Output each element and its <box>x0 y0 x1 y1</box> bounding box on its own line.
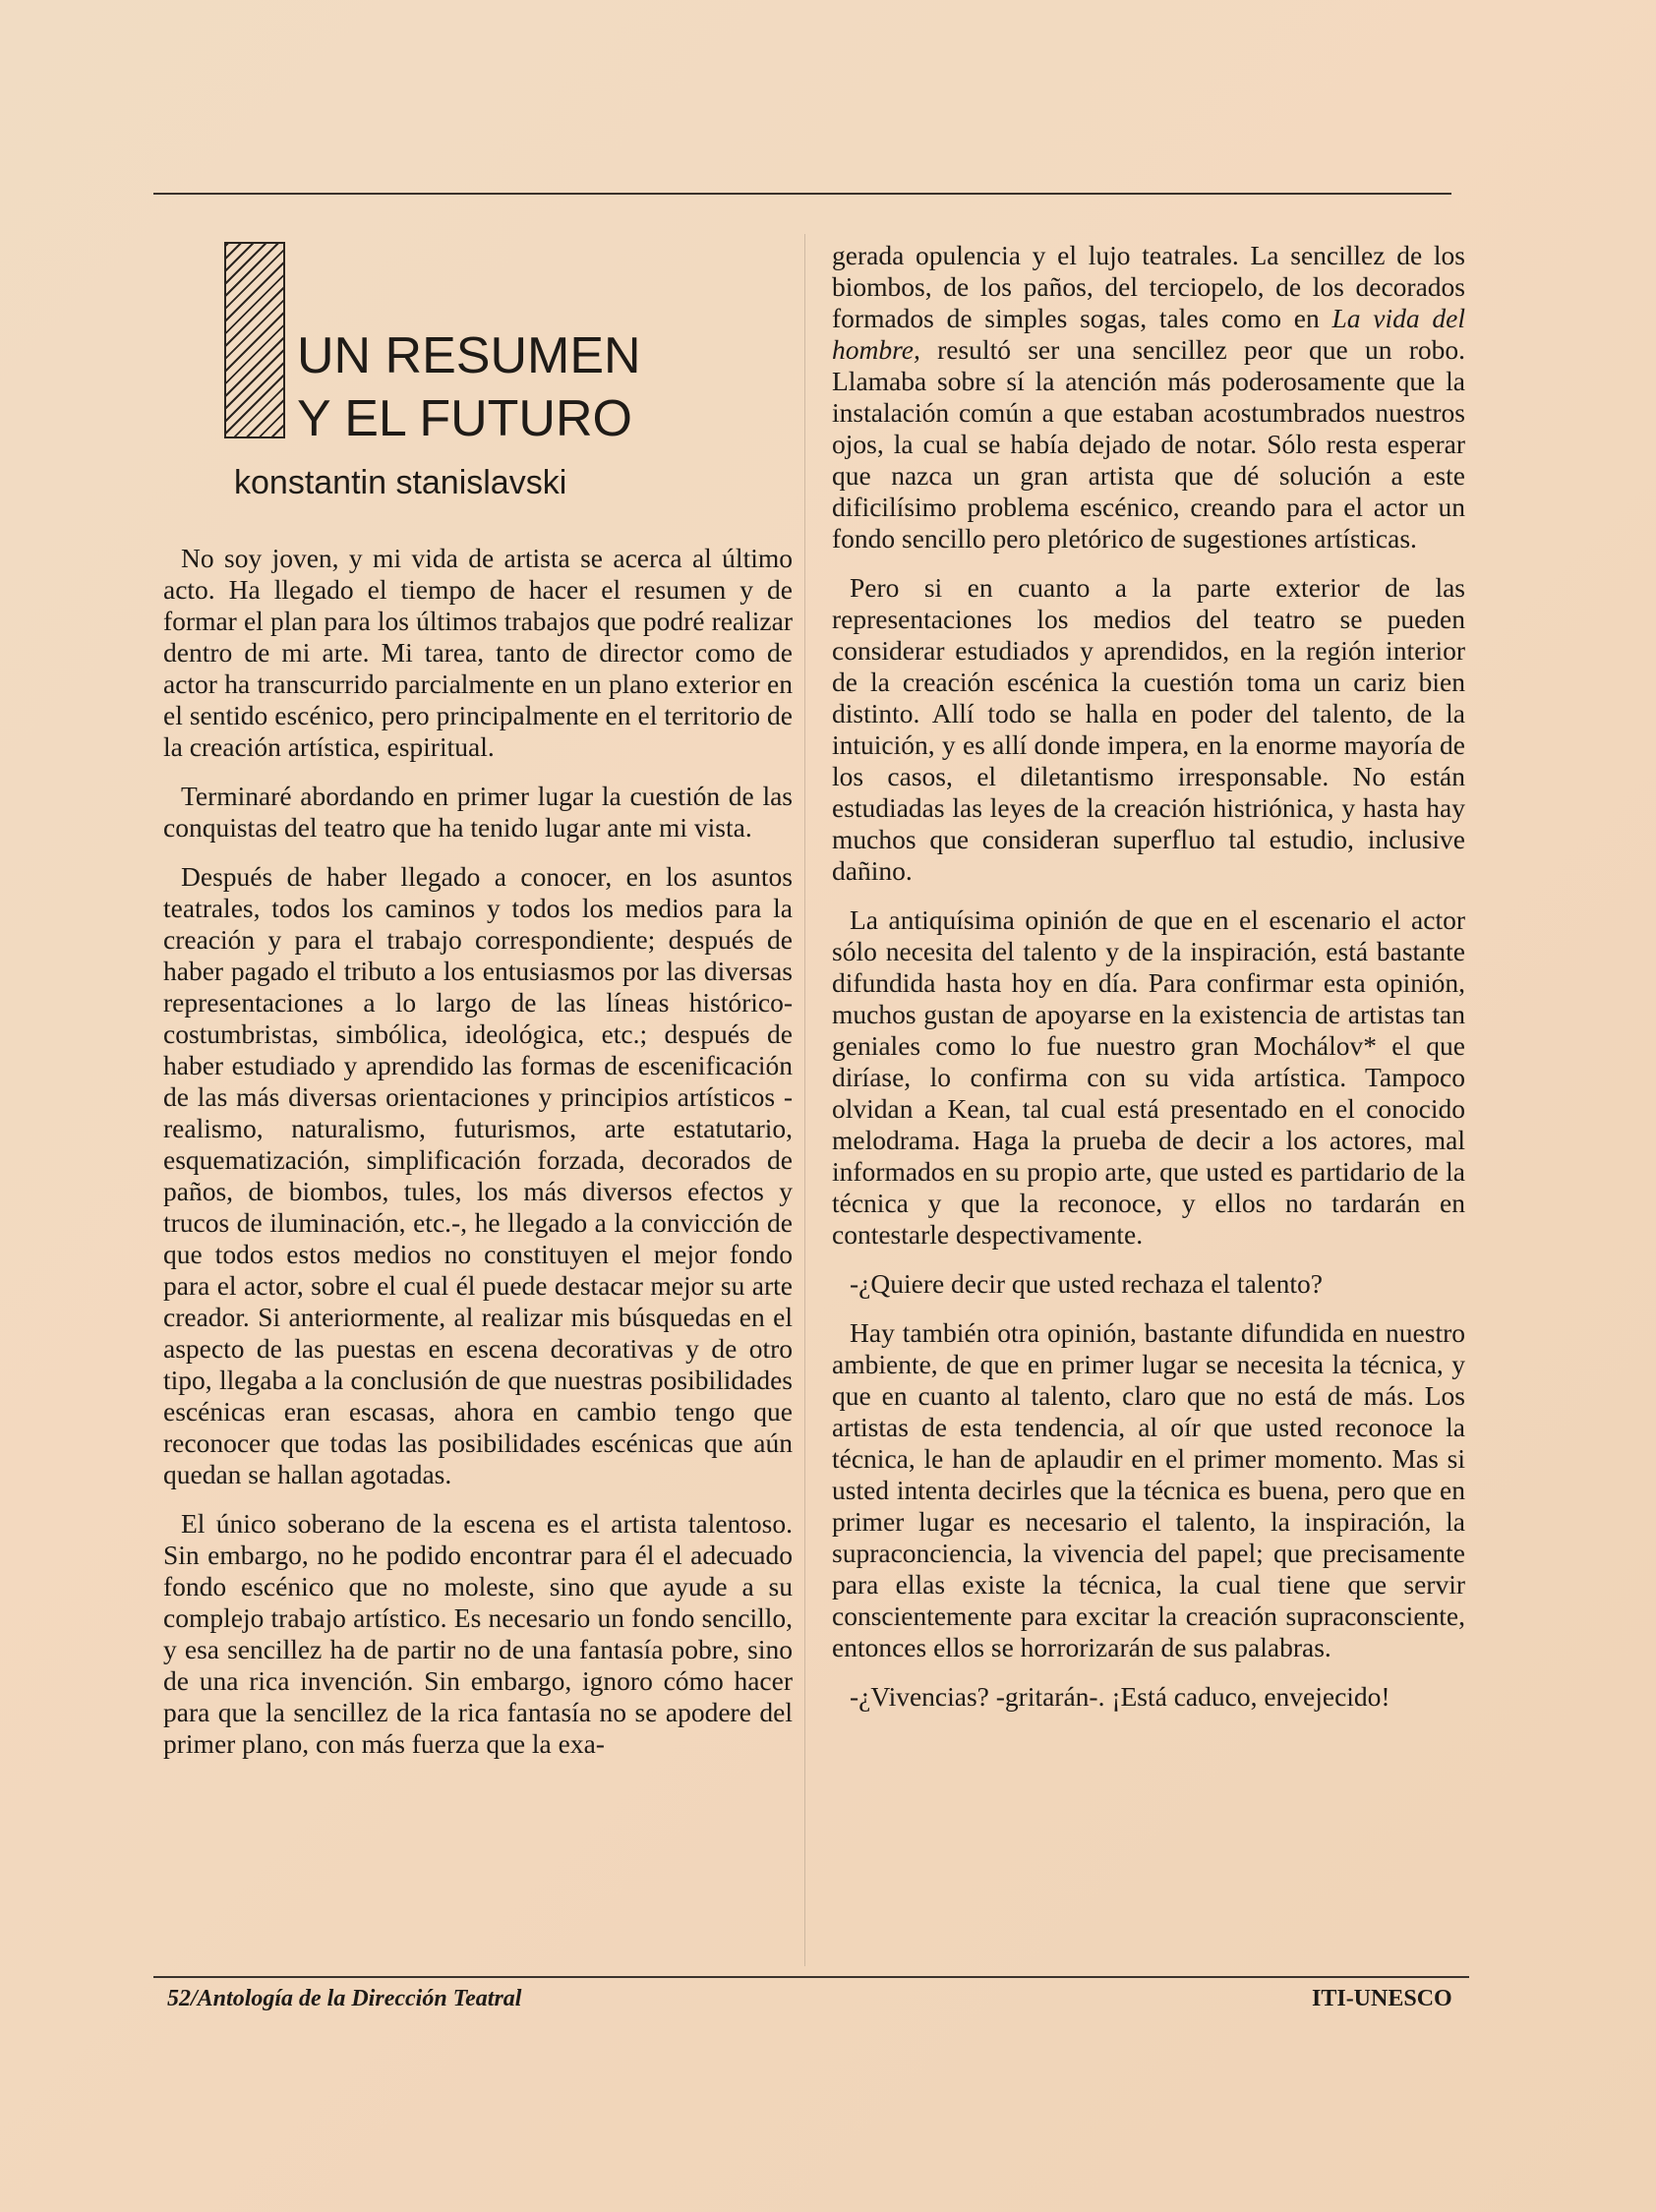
paragraph: El único soberano de la escena es el artista talentoso. Sin embargo, no he podido encontrar para él el adecuado fondo escénico que no moleste, sino que ayude a su complejo trabajo artístico. Es necesario un fondo sencillo, y esa sencillez ha de partir no de una fantasía pobre, sino de una rica invención. Sin embargo, ignoro cómo hacer para que la sencillez de la rica fantasía no se apodere del primer plano, con más fuerza que la exa- <box>163 1508 793 1759</box>
paragraph: Pero si en cuanto a la parte exterior de las representaciones los medios del teatro se pueden considerar estudiados y aprendidos, en la región interior de la creación escénica la cuestión toma un cariz bien distinto. Allí todo se halla en poder del talento, de la intuición, y es allí donde impera, en la enorme mayoría de los casos, el diletantismo irresponsable. No están estudiadas las leyes de la creación histriónica, y hasta hay muchos que consideran superfluo tal estudio, inclusive dañino. <box>832 572 1465 886</box>
left-column <box>163 543 793 1777</box>
paragraph-text: gerada opulencia y el lujo teatrales. La sencillez de los biombos, de los paños, del terciopelo, de los decorados formados de simples sogas, tales como en <box>832 240 1465 333</box>
footer-page-number-title: 52/Antología de la Dirección Teatral <box>167 1986 522 2011</box>
paragraph: La antiquísima opinión de que en el escenario el actor sólo necesita del talento y de la inspiración, está bastante difundida hasta hoy en día. Para confirmar esta opinión, muchos gustan de apoyarse en la existencia de artistas tan geniales como lo fue nuestro gran Mochálov* el que diríase, lo confirma con su vida artística. Tampoco olvidan a Kean, tal cual está presentado en el conocido melodrama. Haga la prueba de decir a los actores, mal informados en su propio arte, que usted es partidario de la técnica y que la reconoce, y ellos no tardarán en contestarle despectivamente. <box>832 904 1465 1250</box>
top-rule <box>153 193 1451 195</box>
hatched-block-ornament <box>224 242 285 438</box>
paragraph: Hay también otra opinión, bastante difundida en nuestro ambiente, de que en primer lugar se necesita la técnica, y que en cuanto al talento, claro que no está de más. Los artistas de esta tendencia, al oír que usted reconoce la técnica, le han de aplaudir en el primer momento. Mas si usted intenta decirles que la técnica es buena, pero que en primer lugar es necesario el talento, la inspiración, la supraconciencia, la vivencia del papel; que precisamente para ellas existe la técnica, la cual tiene que servir conscientemente para excitar la creación supraconsciente, entonces ellos se horrorizarán de sus palabras. <box>832 1317 1465 1662</box>
paragraph: -¿Quiere decir que usted rechaza el talento? <box>850 1268 1323 1299</box>
paragraph: Terminaré abordando en primer lugar la cuestión de las conquistas del teatro que ha tenido lugar ante mi vista. <box>163 781 793 843</box>
article-title-line-2: Y EL FUTURO <box>297 390 632 447</box>
article-heading <box>224 242 641 507</box>
bottom-rule <box>153 1976 1469 1978</box>
paragraph: -¿Vivencias? -gritarán-. ¡Está caduco, envejecido! <box>850 1681 1390 1712</box>
paragraph-text: resultó ser una sencillez peor que un robo. Llamaba sobre sí la atención más poderosamente que la instalación común a que estaban acostumbrados nuestros ojos, la cual se había dejado de notar. Sólo resta esperar que nazca un gran artista que dé solución a este dificilísimo problema escénico, creando para el actor un fondo sencillo pero pletórico de sugestiones artísticas. <box>832 334 1465 553</box>
footer-publisher: ITI-UNESCO <box>1312 1986 1452 2011</box>
article-title-line-1: UN RESUMEN <box>297 327 641 384</box>
right-column <box>832 240 1465 1730</box>
article-author: konstantin stanislavski <box>234 464 567 501</box>
paragraph: Después de haber llegado a conocer, en los asuntos teatrales, todos los caminos y todos los medios para la creación y para el trabajo correspondiente; después de haber pagado el tributo a los entusiasmos por las diversas representaciones a lo largo de las líneas histórico-costumbristas, simbólica, ideológica, etc.; después de haber estudiado y aprendido las formas de escenificación de las más diversas orientaciones y principios artísticos -realismo, naturalismo, futurismos, arte estatutario, esquematización, simplificación forzada, decorados de paños, de biombos, tules, los más diversos efectos y trucos de iluminación, etc.-, he llegado a la convicción de que todos estos medios no constituyen el mejor fondo para el actor, sobre el cual él puede destacar mejor su arte creador. Si anteriormente, al realizar mis búsquedas en el aspecto de las puestas en escena decorativas y de otro tipo, llegaba a la conclusión de que nuestras posibilidades escénicas eran escasas, ahora en cambio tengo que reconocer que todas las posibilidades escénicas que aún quedan se hallan agotadas. <box>163 861 793 1489</box>
paragraph <box>832 240 1465 554</box>
paragraph: No soy joven, y mi vida de artista se acerca al último acto. Ha llegado el tiempo de hacer el resumen y de formar el plan para los últimos trabajos que podré realizar dentro de mi arte. Mi tarea, tanto de director como de actor ha transcurrido parcialmente en un plano exterior en el sentido escénico, pero principalmente en el territorio de la creación artística, espiritual. <box>163 543 793 762</box>
work-title: La vida del hombre, <box>832 303 1465 365</box>
column-divider <box>804 234 805 1966</box>
